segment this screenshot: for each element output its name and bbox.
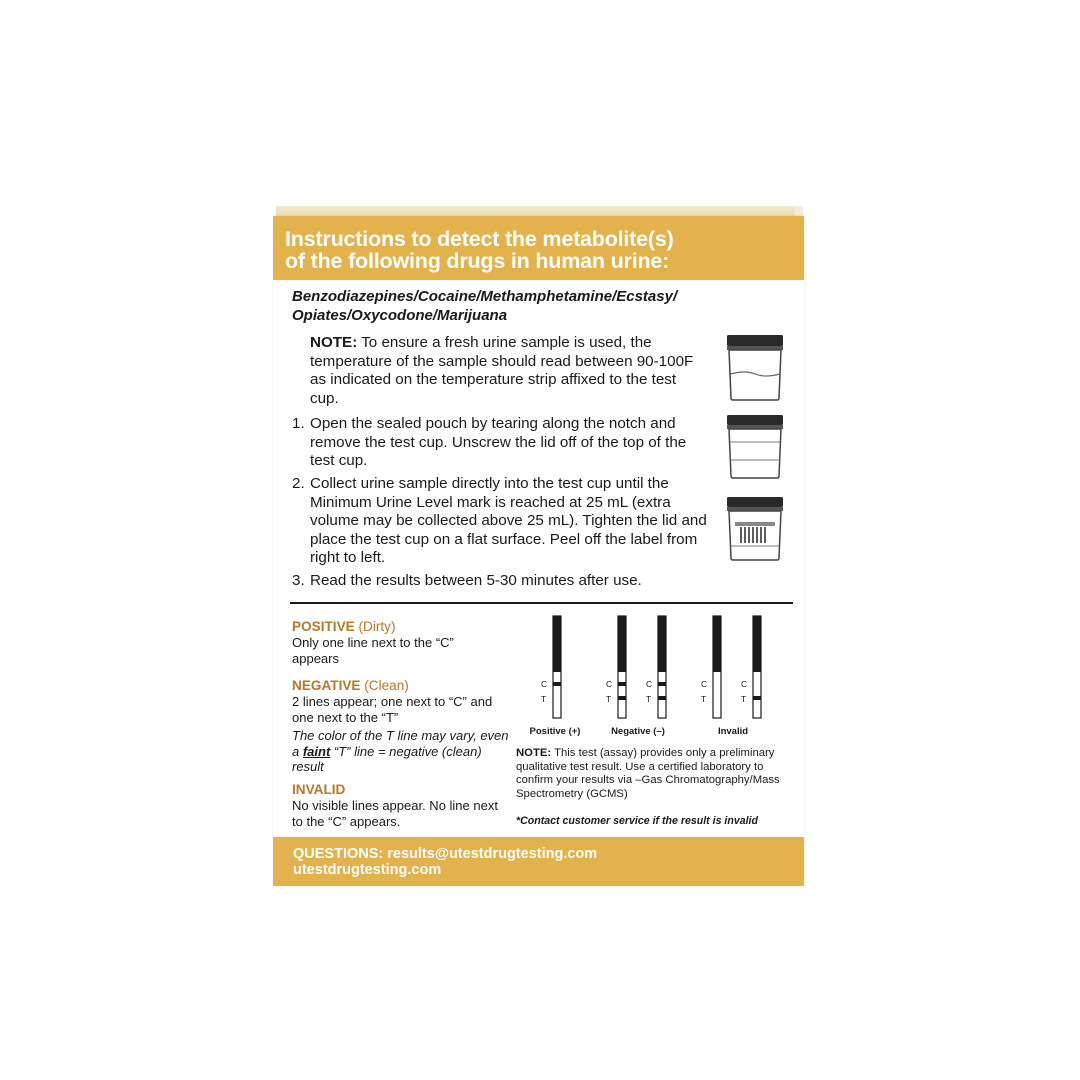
- drug-list: Benzodiazepines/Cocaine/Methamphetamine/Ecstasy/ Opiates/Oxycodone/Marijuana: [292, 288, 678, 324]
- strip-t-label: T: [646, 694, 652, 704]
- invalid-description: No visible lines appear. No line next to the “C” appears.: [292, 798, 498, 829]
- section-divider: [290, 602, 793, 604]
- package-panel: [273, 216, 804, 886]
- strip-c-label: C: [646, 679, 653, 689]
- strip-t-label: T: [741, 694, 747, 704]
- specimen-cup-icon: [725, 334, 785, 402]
- control-line: [618, 682, 626, 686]
- step-3-number: 3.: [292, 572, 305, 589]
- header-band: [273, 216, 804, 280]
- strip-group-label: Negative (–): [611, 726, 665, 737]
- test-strip-handle: [658, 616, 666, 672]
- negative-note-faint: faint: [302, 743, 331, 759]
- positive-sub: (Dirty): [354, 619, 396, 634]
- strip-c-label: C: [541, 679, 548, 689]
- footer-band: [273, 837, 804, 886]
- questions-line: [293, 846, 597, 862]
- strip-c-label: C: [701, 679, 708, 689]
- test-strip-handle: [553, 616, 561, 672]
- positive-heading: [292, 619, 395, 635]
- questions-label: QUESTIONS:: [293, 846, 384, 862]
- note-label: NOTE:: [310, 334, 358, 351]
- negative-label: NEGATIVE: [292, 678, 361, 693]
- test-strip-handle: [618, 616, 626, 672]
- strip-c-label: C: [741, 679, 748, 689]
- step-2-number: 2.: [292, 475, 305, 492]
- test-strip-handle: [753, 616, 761, 672]
- positive-label: POSITIVE: [292, 619, 355, 634]
- positive-description: Only one line next to the “C” appears: [292, 635, 454, 666]
- test-cup-with-strips-icon: [725, 496, 785, 562]
- support-email: results@utestdrugtesting.com: [383, 846, 598, 862]
- website: utestdrugtesting.com: [293, 862, 442, 878]
- step-3-text: Read the results between 5-30 minutes after use.: [310, 572, 642, 589]
- negative-sub: (Clean): [360, 678, 409, 693]
- negative-description: 2 lines appear; one next to “C” and one next to the “T”: [292, 694, 493, 725]
- negative-note: [292, 728, 512, 775]
- assay-note: [516, 747, 801, 801]
- assay-note-text: This test (assay) provides only a preliminary qualitative test result. Use a certified laboratory to confirm your results via –Gas Chromatography/Mass Spectrometry (GCMS): [516, 747, 780, 800]
- strip-group-label: Invalid: [717, 726, 749, 737]
- note-temperature: [310, 334, 700, 408]
- strip-c-label: C: [606, 679, 613, 689]
- strip-t-label: T: [606, 694, 612, 704]
- strip-t-label: T: [541, 694, 547, 704]
- result-strips-diagram: [523, 614, 803, 742]
- test-strip-handle: [713, 616, 721, 672]
- test-line: [618, 696, 626, 700]
- negative-note-post: “T” line = negative (clean) result: [292, 743, 482, 774]
- negative-note-pre: The color of the T line may vary, even a: [292, 728, 509, 759]
- box-top-flap: [795, 206, 803, 216]
- step-2-text: Collect urine sample directly into the test cup until the Minimum Urine Level mark is reached at 25 mL (extra volume may be collected above 25 mL). Tighten the lid and place the test cup on a flat surface. Peel off the label from right to left.: [310, 475, 707, 566]
- invalid-heading: INVALID: [292, 782, 346, 797]
- control-line: [553, 682, 561, 686]
- contact-note: *Contact customer service if the result is invalid: [516, 815, 758, 827]
- instructions-title: Instructions to detect the metabolite(s) of the following drugs in human urine:: [285, 227, 674, 273]
- step-1-number: 1.: [292, 415, 305, 432]
- test-line: [658, 696, 666, 700]
- step-1-text: Open the sealed pouch by tearing along the notch and remove the test cup. Unscrew the lid off of the top of the test cup.: [310, 415, 687, 469]
- strip-t-label: T: [701, 694, 707, 704]
- specimen-cup-icon: [725, 414, 785, 480]
- control-line: [658, 682, 666, 686]
- negative-heading: [292, 678, 409, 694]
- assay-note-label: NOTE:: [516, 747, 552, 759]
- note-text: To ensure a fresh urine sample is used, the temperature of the sample should read between 90-100F as indicated on the temperature strip affixed to the test cup.: [310, 334, 694, 407]
- test-line: [753, 696, 761, 700]
- strip-group-label: Positive (+): [529, 726, 581, 737]
